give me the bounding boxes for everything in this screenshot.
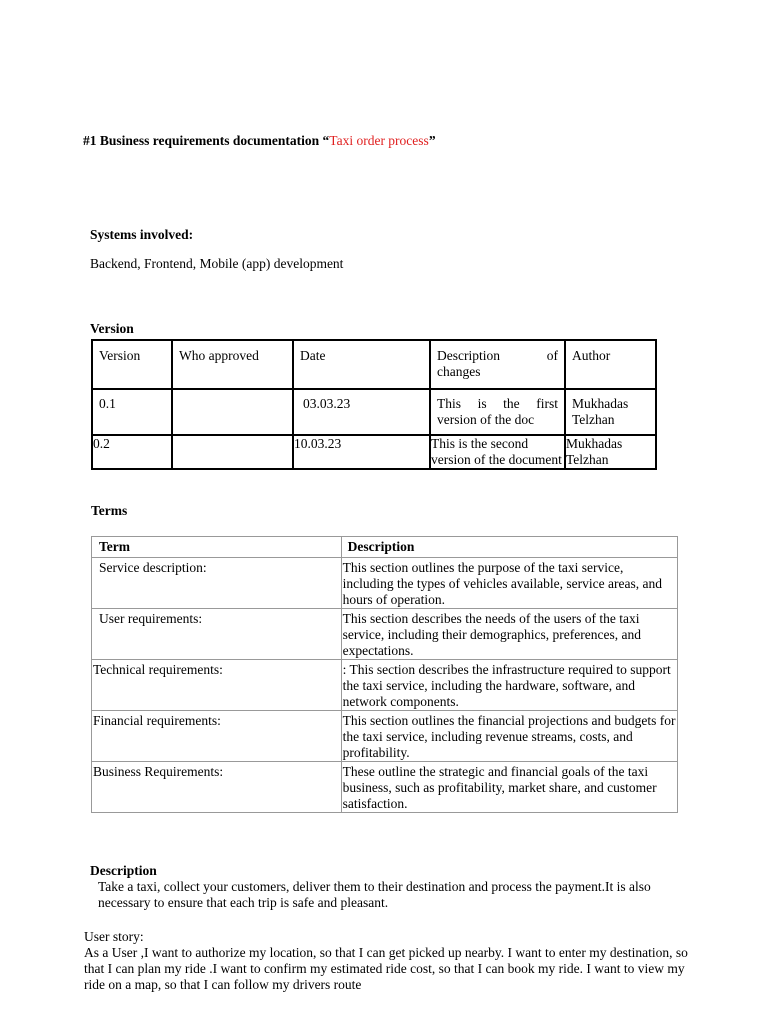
user-story-text: As a User ,I want to authorize my location, so that I can get picked up nearby. I want to enter my destination, so that I can plan my ride .I want to confirm my estimated ride cost, so that I can book my ride. I want to view my ride on a map, so that I can follow my drivers route xyxy=(84,945,688,992)
term-description-cell: These outline the strategic and financial goals of the taxi business, such as profitability, market share, and customer satisfaction. xyxy=(342,764,657,811)
description-cell: This is the first version of the doc xyxy=(437,396,558,427)
author-col-header: Author xyxy=(572,348,611,363)
terms-header-row xyxy=(92,537,678,558)
term-description-cell: : This section describes the infrastructure required to support the taxi service, including the hardware, software, and network components. xyxy=(342,662,671,709)
table-row xyxy=(92,609,678,660)
term-description-cell: This section outlines the financial projections and budgets for the taxi service, including revenue streams, costs, and profitability. xyxy=(342,713,676,760)
description-cell: This is the second version of the document xyxy=(431,436,562,467)
term-cell: Financial requirements: xyxy=(93,713,221,728)
description-heading: Description xyxy=(90,863,157,878)
term-description-cell: This section describes the needs of the users of the taxi service, including their demographics, preferences, and expectations. xyxy=(342,611,641,658)
term-cell: Business Requirements: xyxy=(93,764,224,779)
term-description-cell: This section outlines the purpose of the taxi service, including the types of vehicles available, service areas, and hours of operation. xyxy=(342,560,662,607)
title-highlight: Taxi order process xyxy=(329,133,429,148)
author-cell: Mukhadas Telzhan xyxy=(566,436,623,467)
term-cell: Technical requirements: xyxy=(93,662,223,677)
version-cell: 0.1 xyxy=(99,396,116,411)
version-heading: Version xyxy=(90,321,134,336)
user-story-heading: User story: xyxy=(84,929,144,944)
date-cell: 03.03.23 xyxy=(303,396,351,411)
systems-heading: Systems involved: xyxy=(90,227,194,242)
document-title xyxy=(83,133,436,149)
term-cell: Service description: xyxy=(99,560,207,575)
title-suffix: ” xyxy=(428,133,436,148)
approved-col-header: Who approved xyxy=(179,348,259,363)
user-story xyxy=(84,929,694,993)
table-row xyxy=(92,558,678,609)
terms-table xyxy=(91,536,678,813)
title-prefix: #1 Business requirements documentation “ xyxy=(83,133,330,148)
version-col-header: Version xyxy=(99,348,141,363)
table-row xyxy=(92,762,678,813)
version-cell: 0.2 xyxy=(93,436,110,451)
table-row xyxy=(92,660,678,711)
description-text: Take a taxi, collect your customers, deliver them to their destination and process the payment.It is also necessary to ensure that each trip is safe and pleasant. xyxy=(98,879,651,910)
date-col-header: Date xyxy=(300,348,326,363)
description-col-header: Description of changes xyxy=(437,348,558,379)
version-header-row xyxy=(92,340,656,389)
author-cell: Mukhadas Telzhan xyxy=(572,396,629,427)
table-row xyxy=(92,711,678,762)
term-col-header: Term xyxy=(99,539,130,554)
date-cell: 10.03.23 xyxy=(294,436,342,451)
version-table xyxy=(91,339,657,470)
systems-text: Backend, Frontend, Mobile (app) development xyxy=(90,256,344,271)
description-col-header: Description xyxy=(347,539,415,554)
terms-heading: Terms xyxy=(91,503,128,518)
approved-cell xyxy=(173,390,292,397)
term-cell: User requirements: xyxy=(99,611,203,626)
table-row xyxy=(92,435,656,469)
table-row xyxy=(92,389,656,435)
